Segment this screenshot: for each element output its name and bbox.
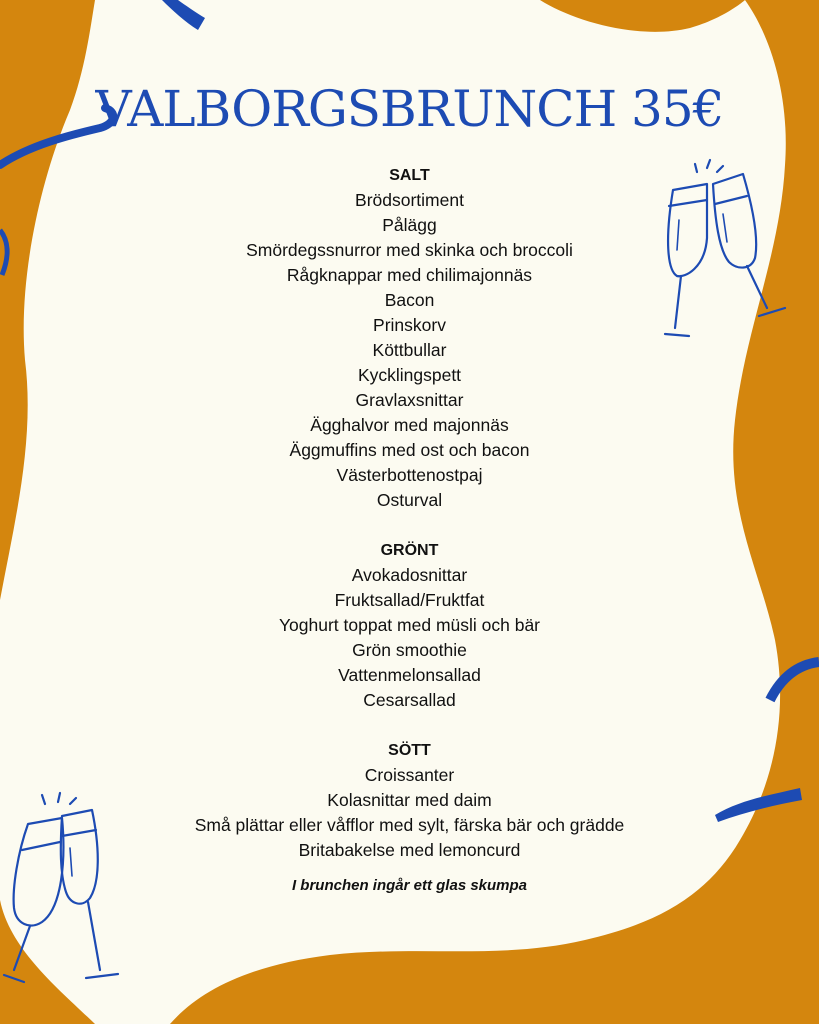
menu-item: Grön smoothie: [352, 640, 467, 660]
menu-item: Pålägg: [382, 215, 437, 235]
menu-item: Smördegssnurror med skinka och broccoli: [246, 240, 573, 260]
menu-list: [0, 163, 819, 897]
menu-item: Cesarsallad: [363, 690, 456, 710]
section-heading: SALT: [389, 167, 430, 184]
menu-item: Små plättar eller våfflor med sylt, färska bär och grädde: [194, 815, 625, 835]
menu-item: Prinskorv: [373, 315, 446, 335]
menu-section-gront: [0, 538, 819, 713]
menu-item: Britabakelse med lemoncurd: [298, 840, 521, 860]
menu-item: Brödsortiment: [355, 190, 464, 210]
menu-item: Osturval: [376, 490, 443, 510]
menu-item: Avokadosnittar: [351, 565, 468, 585]
menu-item: Köttbullar: [372, 340, 447, 360]
menu-item: Vattenmelonsallad: [338, 665, 481, 685]
menu-item: Bacon: [384, 290, 435, 310]
section-heading: SÖTT: [388, 742, 431, 759]
section-heading: GRÖNT: [380, 542, 439, 559]
menu-section-salt: [0, 163, 819, 513]
page-title: VALBORGSBRUNCH 35€: [95, 80, 724, 138]
menu-item: Ägghalvor med majonnäs: [310, 415, 509, 435]
menu-item: Äggmuffins med ost och bacon: [289, 440, 530, 460]
menu-item: Västerbottenostpaj: [336, 465, 483, 485]
menu-item: Croissanter: [364, 765, 455, 785]
menu-item: Gravlaxsnittar: [355, 390, 464, 410]
menu-item: Fruktsallad/Fruktfat: [334, 590, 485, 610]
footer-note: I brunchen ingår ett glas skumpa: [291, 877, 528, 894]
menu-item: Rågknappar med chilimajonnäs: [286, 265, 533, 285]
menu-section-sott: [0, 738, 819, 863]
menu-item: Kolasnittar med daim: [327, 790, 492, 810]
menu-item: Kycklingspett: [357, 365, 462, 385]
menu-item: Yoghurt toppat med müsli och bär: [278, 615, 541, 635]
